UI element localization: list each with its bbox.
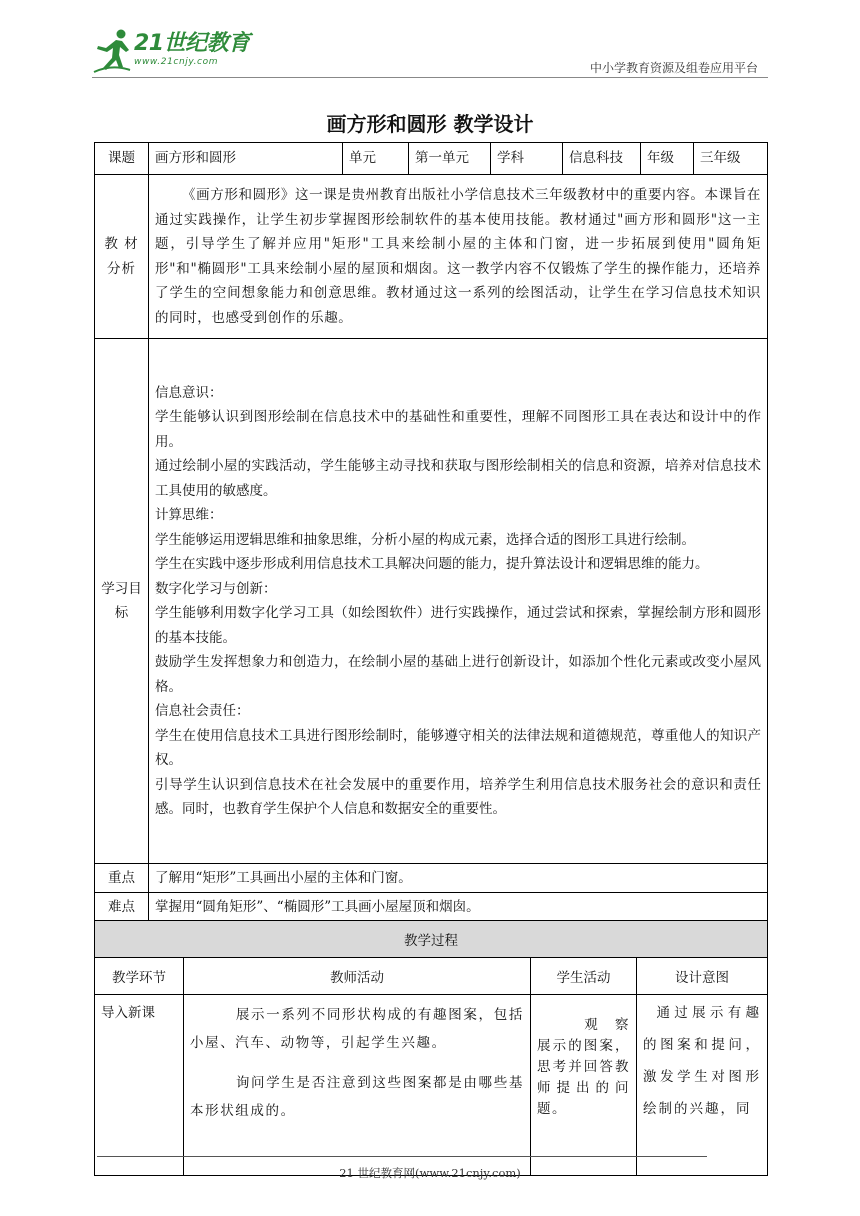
key-point-row <box>95 864 768 893</box>
difficult-point-text: 掌握用“圆角矩形”、“椭圆形”工具画小屋屋顶和烟囱。 <box>149 893 768 922</box>
teacher-activity-cell <box>184 995 531 1176</box>
analysis-row <box>95 175 768 339</box>
key-point-text: 了解用“矩形”工具画出小屋的主体和门窗。 <box>149 864 768 893</box>
unit-value: 第一单元 <box>409 143 491 175</box>
process-title: 教学过程 <box>95 921 768 958</box>
goal-line: 学生能够认识到图形绘制在信息技术中的基础性和重要性，理解不同图形工具在表达和设计中的作用。 <box>155 409 761 450</box>
subject-value: 信息科技 <box>563 143 641 175</box>
goal-line: 通过绘制小屋的实践活动，学生能够主动寻找和获取与图形绘制相关的信息和资源，培养对信息技术工具使用的敏感度。 <box>155 458 761 499</box>
site-logo <box>92 28 250 78</box>
process-row <box>95 995 768 1176</box>
goals-row <box>95 339 768 864</box>
teacher-activity-line: 询问学生是否注意到这些图案都是由哪些基本形状组成的。 <box>190 1075 524 1119</box>
student-activity-text: 观 察展示的图案，思考并回答教师提出的问题。 <box>537 1017 630 1117</box>
analysis-text: 《画方形和圆形》这一课是贵州教育出版社小学信息技术三年级教材中的重要内容。本课旨在通过实践操作，让学生初步掌握图形绘制软件的基本使用技能。教材通过"画方形和圆形"这一主题，引导学生了解并应用"矩形"工具来绘制小屋的主体和门窗，进一步拓展到使用"圆角矩形"和"椭圆形"工具来绘制小屋的屋顶和烟囱。这一教学内容不仅锻炼了学生的操作能力，还培养了学生的空间想象能力和创意思维。教材通过这一系列的绘图活动，让学生在学习信息技术知识的同时，也感受到创作的乐趣。 <box>149 175 768 339</box>
goal-heading-thinking: 计算思维： <box>155 507 223 523</box>
design-intent-cell <box>637 995 768 1176</box>
page-header <box>92 28 768 80</box>
platform-tagline: 中小学教育资源及组卷应用平台 <box>589 61 758 75</box>
goals-label: 学习目标 <box>95 339 149 864</box>
teacher-activity-line: 展示一系列不同形状构成的有趣图案，包括小屋、汽车、动物等，引起学生兴趣。 <box>190 1007 524 1051</box>
goal-line: 学生能够利用数字化学习工具（如绘图软件）进行实践操作，通过尝试和探索，掌握绘制方形和圆形的基本技能。 <box>155 605 761 646</box>
document-title: 画方形和圆形 教学设计 <box>326 112 534 136</box>
goal-heading-digital: 数字化学习与创新： <box>155 580 277 597</box>
runner-logo-icon <box>92 28 132 74</box>
grade-value: 三年级 <box>694 143 768 175</box>
logo-url: www.21cnjy.com <box>134 57 219 67</box>
lesson-info-table <box>94 142 768 922</box>
column-header: 教学环节 <box>95 958 184 995</box>
goal-line: 学生在实践中逐步形成利用信息技术工具解决问题的能力，提升算法设计和逻辑思维的能力。 <box>155 556 709 572</box>
column-header: 设计意图 <box>637 958 768 995</box>
column-header: 教师活动 <box>184 958 531 995</box>
subject-label: 学科 <box>491 143 563 175</box>
goals-content <box>149 339 768 864</box>
student-activity-cell <box>531 995 637 1176</box>
grade-label: 年级 <box>641 143 694 175</box>
column-header: 学生活动 <box>531 958 637 995</box>
goal-heading-info: 信息意识： <box>155 384 223 401</box>
goal-line: 学生在使用信息技术工具进行图形绘制时，能够遵守相关的法律法规和道德规范，尊重他人的知识产权。 <box>155 727 761 768</box>
difficult-point-row <box>95 893 768 922</box>
design-intent-text: 通过展示有趣的图案和提问，激发学生对图形绘制的兴趣，同 <box>643 1005 761 1117</box>
unit-label: 单元 <box>343 143 409 175</box>
logo-wordmark: 21世纪教育 <box>134 31 250 56</box>
page-footer: 21 世纪教育网(www.21cnjy.com) <box>339 1166 521 1180</box>
info-row <box>95 143 768 175</box>
header-divider <box>92 77 768 78</box>
stage-cell: 导入新课 <box>95 995 184 1176</box>
goal-heading-responsibility: 信息社会责任： <box>155 703 250 719</box>
analysis-label: 教 材分析 <box>95 175 149 339</box>
process-title-row <box>95 921 768 958</box>
course-label: 课题 <box>95 143 149 175</box>
teaching-process-table <box>94 920 768 1176</box>
goal-line: 学生能够运用逻辑思维和抽象思维，分析小屋的构成元素，选择合适的图形工具进行绘制。 <box>155 531 695 548</box>
goal-line: 引导学生认识到信息技术在社会发展中的重要作用，培养学生利用信息技术服务社会的意识和责任感。同时，也教育学生保护个人信息和数据安全的重要性。 <box>155 776 761 817</box>
key-point-label: 重点 <box>95 864 149 893</box>
footer-divider <box>97 1156 707 1157</box>
course-value: 画方形和圆形 <box>149 143 343 175</box>
goal-line: 鼓励学生发挥想象力和创造力，在绘制小屋的基础上进行创新设计，如添加个性化元素或改变小屋风格。 <box>155 654 761 695</box>
process-header-row <box>95 958 768 995</box>
difficult-point-label: 难点 <box>95 893 149 922</box>
